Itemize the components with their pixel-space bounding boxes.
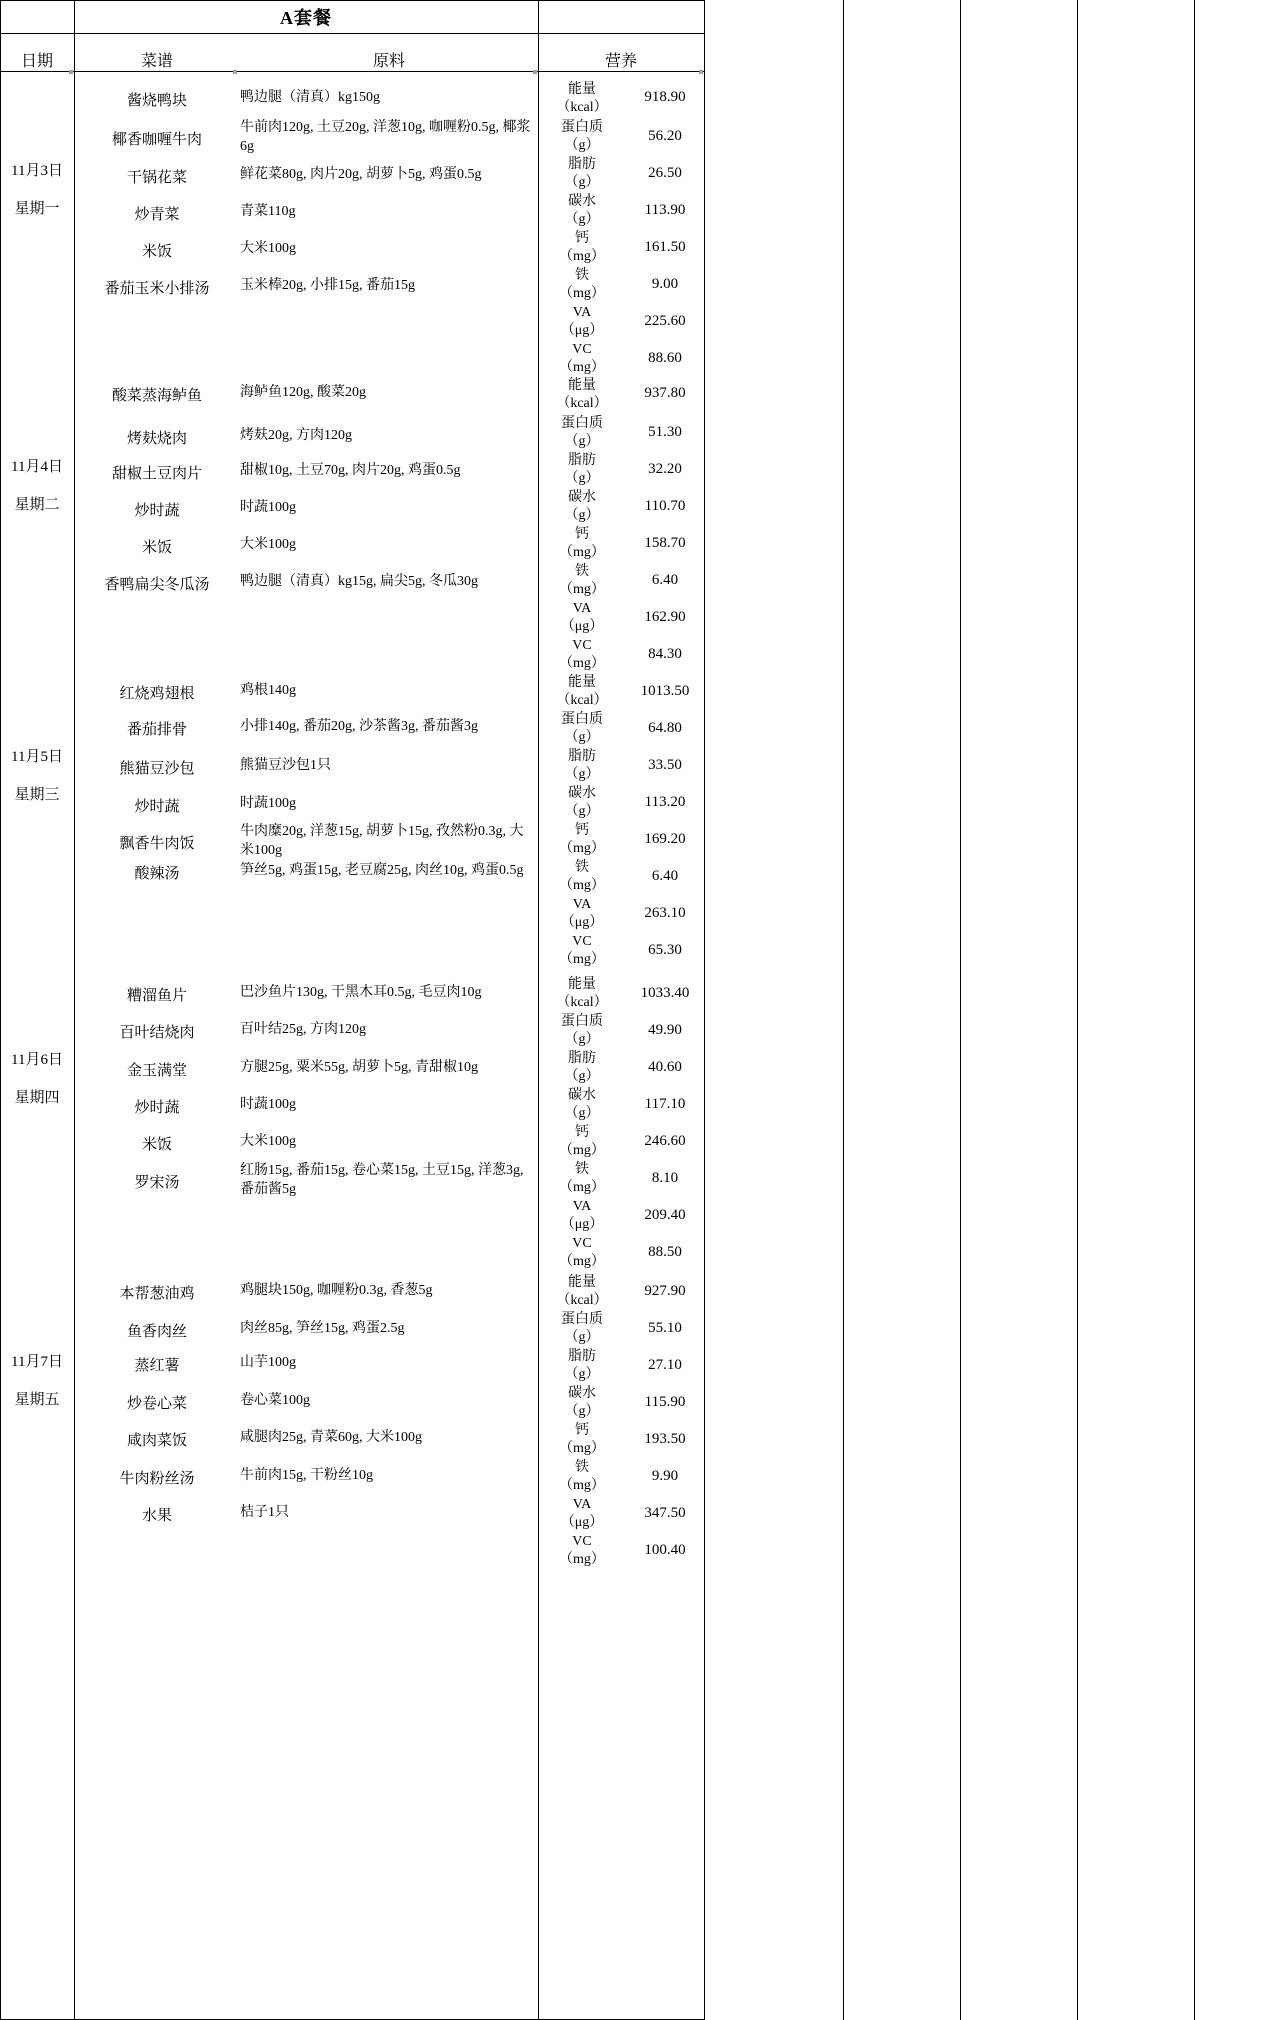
nutrition-label: 钙 （mg） xyxy=(559,823,605,856)
nutrition-label: 脂肪 （g） xyxy=(564,453,600,486)
nutrition-value: 56.20 xyxy=(648,128,682,144)
nutrition-label: 能量 （kcal） xyxy=(556,977,608,1010)
dish-ingredients: 牛前肉120g, 土豆20g, 洋葱10g, 咖喱粉0.5g, 椰浆6g xyxy=(240,120,531,154)
dish-name: 酱烧鸭块 xyxy=(126,93,187,109)
dish-name: 本帮葱油鸡 xyxy=(119,1286,195,1302)
nutrition-label: VA （μg） xyxy=(560,897,604,930)
dish-ingredients: 大米100g xyxy=(240,1134,296,1149)
nutrition-label: 碳水 （g） xyxy=(564,194,600,227)
nutrition-label: 能量 （kcal） xyxy=(556,1275,608,1308)
dish-name: 百叶结烧肉 xyxy=(119,1025,195,1041)
cell-marker xyxy=(533,70,537,74)
nutrition-value: 65.30 xyxy=(648,942,682,958)
nutrition-label: 铁 （mg） xyxy=(559,564,605,597)
nutrition-value: 246.60 xyxy=(644,1133,686,1149)
nutrition-value: 115.90 xyxy=(644,1394,686,1410)
cell-marker xyxy=(699,70,703,74)
nutrition-label: VC （mg） xyxy=(559,934,605,967)
dish-ingredients: 肉丝85g, 笋丝15g, 鸡蛋2.5g xyxy=(240,1321,405,1336)
dish-name: 烤麸烧肉 xyxy=(126,431,187,447)
dish-ingredients: 时蔬100g xyxy=(240,796,296,811)
nutrition-value: 161.50 xyxy=(644,239,686,255)
day-date: 11月3日 xyxy=(11,163,63,179)
day-date-cell xyxy=(0,1041,74,1117)
dish-name: 水果 xyxy=(141,1508,172,1524)
dish-name: 甜椒土豆肉片 xyxy=(111,466,202,482)
dish-ingredients: 红肠15g, 番茄15g, 卷心菜15g, 土豆15g, 洋葱3g, 番茄酱5g xyxy=(240,1163,524,1197)
nutrition-value: 225.60 xyxy=(644,313,686,329)
dish-name: 红烧鸡翅根 xyxy=(119,686,195,702)
nutrition-label: VA （μg） xyxy=(560,305,604,338)
dish-ingredients: 时蔬100g xyxy=(240,1097,296,1112)
nutrition-label: 铁 （mg） xyxy=(559,1460,605,1493)
day-date-cell xyxy=(0,738,74,814)
nutrition-label: 碳水 （g） xyxy=(564,490,600,523)
dish-name: 炒青菜 xyxy=(134,207,180,223)
nutrition-label: 脂肪 （g） xyxy=(564,157,600,190)
dish-name: 干锅花菜 xyxy=(126,170,187,186)
nutrition-value: 33.50 xyxy=(648,757,682,773)
dish-ingredients: 牛前肉15g, 干粉丝10g xyxy=(240,1468,373,1483)
dish-ingredients: 时蔬100g xyxy=(240,500,296,515)
dish-name: 米饭 xyxy=(141,244,172,260)
dish-ingredients: 咸腿肉25g, 青菜60g, 大米100g xyxy=(240,1430,422,1445)
nutrition-label: 脂肪 （g） xyxy=(564,1349,600,1382)
dish-ingredients: 百叶结25g, 方肉120g xyxy=(240,1022,366,1037)
dish-name: 飘香牛肉饭 xyxy=(119,836,195,852)
nutrition-value: 100.40 xyxy=(644,1542,686,1558)
nutrition-value: 1013.50 xyxy=(640,683,690,699)
dish-name: 番茄玉米小排汤 xyxy=(104,281,210,297)
grid-line-vertical xyxy=(843,0,844,2020)
dish-name: 蒸红薯 xyxy=(134,1358,180,1374)
nutrition-label: VC （mg） xyxy=(559,638,605,671)
dish-ingredients: 方腿25g, 粟米55g, 胡萝卜5g, 青甜椒10g xyxy=(240,1060,478,1075)
nutrition-label: 铁 （mg） xyxy=(559,268,605,301)
nutrition-label: VA （μg） xyxy=(560,601,604,634)
dish-name: 咸肉菜饭 xyxy=(126,1433,187,1449)
column-header-date: 日期 xyxy=(20,53,53,70)
dish-ingredients: 笋丝5g, 鸡蛋15g, 老豆腐25g, 肉丝10g, 鸡蛋0.5g xyxy=(240,863,524,878)
nutrition-label: 蛋白质 （g） xyxy=(561,416,603,449)
day-date: 11月4日 xyxy=(11,459,63,475)
dish-name: 糟溜鱼片 xyxy=(126,988,187,1004)
dish-ingredients: 小排140g, 番茄20g, 沙茶酱3g, 番茄酱3g xyxy=(240,719,478,734)
nutrition-value: 26.50 xyxy=(648,165,682,181)
nutrition-label: 蛋白质 （g） xyxy=(561,120,603,153)
grid-line-horizontal xyxy=(0,33,704,34)
nutrition-value: 162.90 xyxy=(644,609,686,625)
day-weekday: 星期四 xyxy=(14,1090,60,1106)
column-header-ingredients: 原料 xyxy=(372,53,405,70)
day-date-cell xyxy=(0,448,74,524)
cell-marker xyxy=(69,70,73,74)
nutrition-label: 能量 （kcal） xyxy=(556,82,608,115)
nutrition-value: 55.10 xyxy=(648,1320,682,1336)
nutrition-value: 32.20 xyxy=(648,461,682,477)
day-date-cell xyxy=(0,1343,74,1419)
dish-ingredients: 海鲈鱼120g, 酸菜20g xyxy=(240,385,366,400)
grid-line-vertical xyxy=(960,0,961,2020)
nutrition-value: 927.90 xyxy=(644,1283,686,1299)
nutrition-label: 碳水 （g） xyxy=(564,1088,600,1121)
nutrition-label: VC （mg） xyxy=(559,1534,605,1567)
day-date-cell xyxy=(0,152,74,228)
nutrition-value: 937.80 xyxy=(644,385,686,401)
nutrition-label: 脂肪 （g） xyxy=(564,749,600,782)
dish-ingredients: 玉米棒20g, 小排15g, 番茄15g xyxy=(240,278,415,293)
grid-line-vertical xyxy=(1194,0,1195,2020)
dish-ingredients: 鸡根140g xyxy=(240,683,296,698)
nutrition-value: 88.50 xyxy=(648,1244,682,1260)
nutrition-value: 40.60 xyxy=(648,1059,682,1075)
dish-name: 椰香咖喱牛肉 xyxy=(111,132,202,148)
grid-line-horizontal xyxy=(0,71,704,72)
nutrition-value: 918.90 xyxy=(644,89,686,105)
nutrition-value: 263.10 xyxy=(644,905,686,921)
dish-name: 罗宋汤 xyxy=(134,1175,180,1191)
grid-line-vertical xyxy=(74,0,75,2020)
nutrition-value: 169.20 xyxy=(644,831,686,847)
dish-ingredients: 鸭边腿（清真）kg15g, 扁尖5g, 冬瓜30g xyxy=(240,574,478,589)
dish-ingredients: 青菜110g xyxy=(240,204,296,219)
dish-name: 炒时蔬 xyxy=(134,503,180,519)
nutrition-label: 钙 （mg） xyxy=(559,1125,605,1158)
nutrition-value: 347.50 xyxy=(644,1505,686,1521)
page-title: A套餐 xyxy=(280,8,332,28)
dish-name: 米饭 xyxy=(141,1137,172,1153)
nutrition-value: 64.80 xyxy=(648,720,682,736)
column-header-nutrition: 营养 xyxy=(604,53,637,70)
grid-line-vertical xyxy=(1077,0,1078,2020)
grid-line-vertical xyxy=(704,0,705,2020)
cell-marker xyxy=(233,70,237,74)
day-weekday: 星期五 xyxy=(14,1392,60,1408)
nutrition-value: 6.40 xyxy=(651,868,679,884)
nutrition-label: VC （mg） xyxy=(559,1236,605,1269)
dish-name: 熊猫豆沙包 xyxy=(119,761,195,777)
nutrition-label: 蛋白质 （g） xyxy=(561,1312,603,1345)
dish-ingredients: 卷心菜100g xyxy=(240,1393,310,1408)
dish-name: 米饭 xyxy=(141,540,172,556)
dish-name: 香鸭扁尖冬瓜汤 xyxy=(104,577,210,593)
nutrition-value: 51.30 xyxy=(648,424,682,440)
dish-name: 牛肉粉丝汤 xyxy=(119,1471,195,1487)
dish-name: 鱼香肉丝 xyxy=(126,1324,187,1340)
nutrition-value: 113.90 xyxy=(644,202,686,218)
grid-line-vertical xyxy=(0,0,1,2020)
nutrition-label: 铁 （mg） xyxy=(559,860,605,893)
nutrition-value: 113.20 xyxy=(644,794,686,810)
nutrition-value: 6.40 xyxy=(651,572,679,588)
nutrition-value: 209.40 xyxy=(644,1207,686,1223)
nutrition-label: 能量 （kcal） xyxy=(556,378,608,411)
nutrition-label: 铁 （mg） xyxy=(559,1162,605,1195)
dish-ingredients: 甜椒10g, 土豆70g, 肉片20g, 鸡蛋0.5g xyxy=(240,463,461,478)
dish-ingredients: 山芋100g xyxy=(240,1355,296,1370)
nutrition-label: 钙 （mg） xyxy=(559,1423,605,1456)
nutrition-value: 1033.40 xyxy=(640,985,690,1001)
nutrition-label: 碳水 （g） xyxy=(564,1386,600,1419)
dish-name: 酸菜蒸海鲈鱼 xyxy=(111,388,202,404)
dish-ingredients: 鲜花菜80g, 肉片20g, 胡萝卜5g, 鸡蛋0.5g xyxy=(240,167,482,182)
day-weekday: 星期一 xyxy=(14,201,60,217)
nutrition-value: 158.70 xyxy=(644,535,686,551)
dish-name: 炒时蔬 xyxy=(134,1100,180,1116)
dish-ingredients: 牛肉糜20g, 洋葱15g, 胡萝卜15g, 孜然粉0.3g, 大米100g xyxy=(240,824,524,858)
dish-name: 炒时蔬 xyxy=(134,799,180,815)
day-date: 11月7日 xyxy=(11,1354,63,1370)
dish-name: 番茄排骨 xyxy=(126,722,187,738)
dish-name: 炒卷心菜 xyxy=(126,1396,187,1412)
nutrition-label: VA （μg） xyxy=(560,1497,604,1530)
nutrition-label: VA （μg） xyxy=(560,1199,604,1232)
nutrition-label: 碳水 （g） xyxy=(564,786,600,819)
nutrition-label: VC （mg） xyxy=(559,342,605,375)
nutrition-label: 能量 （kcal） xyxy=(556,675,608,708)
grid-line-horizontal xyxy=(0,0,704,1)
title-spacer-cell xyxy=(538,4,704,30)
day-weekday: 星期三 xyxy=(14,787,60,803)
day-date: 11月5日 xyxy=(11,749,63,765)
dish-ingredients: 大米100g xyxy=(240,537,296,552)
dish-ingredients: 鸭边腿（清真）kg150g xyxy=(240,90,380,105)
day-date: 11月6日 xyxy=(11,1052,63,1068)
nutrition-value: 9.90 xyxy=(651,1468,679,1484)
dish-ingredients: 烤麸20g, 方肉120g xyxy=(240,428,352,443)
nutrition-value: 88.60 xyxy=(648,350,682,366)
nutrition-value: 117.10 xyxy=(644,1096,686,1112)
nutrition-label: 蛋白质 （g） xyxy=(561,1014,603,1047)
nutrition-value: 193.50 xyxy=(644,1431,686,1447)
nutrition-value: 49.90 xyxy=(648,1022,682,1038)
nutrition-value: 110.70 xyxy=(644,498,686,514)
nutrition-label: 钙 （mg） xyxy=(559,527,605,560)
nutrition-value: 8.10 xyxy=(651,1170,679,1186)
nutrition-value: 27.10 xyxy=(648,1357,682,1373)
nutrition-label: 蛋白质 （g） xyxy=(561,712,603,745)
column-header-menu: 菜谱 xyxy=(140,53,173,70)
dish-ingredients: 桔子1只 xyxy=(240,1505,289,1520)
nutrition-label: 脂肪 （g） xyxy=(564,1051,600,1084)
nutrition-value: 9.00 xyxy=(651,276,679,292)
nutrition-label: 钙 （mg） xyxy=(559,231,605,264)
dish-ingredients: 鸡腿块150g, 咖喱粉0.3g, 香葱5g xyxy=(240,1283,433,1298)
nutrition-value: 84.30 xyxy=(648,646,682,662)
dish-ingredients: 大米100g xyxy=(240,241,296,256)
dish-ingredients: 巴沙鱼片130g, 干黑木耳0.5g, 毛豆肉10g xyxy=(240,985,482,1000)
dish-ingredients: 熊猫豆沙包1只 xyxy=(240,758,331,773)
dish-name: 酸辣汤 xyxy=(134,866,180,882)
dish-name: 金玉满堂 xyxy=(126,1063,187,1079)
day-weekday: 星期二 xyxy=(14,497,60,513)
